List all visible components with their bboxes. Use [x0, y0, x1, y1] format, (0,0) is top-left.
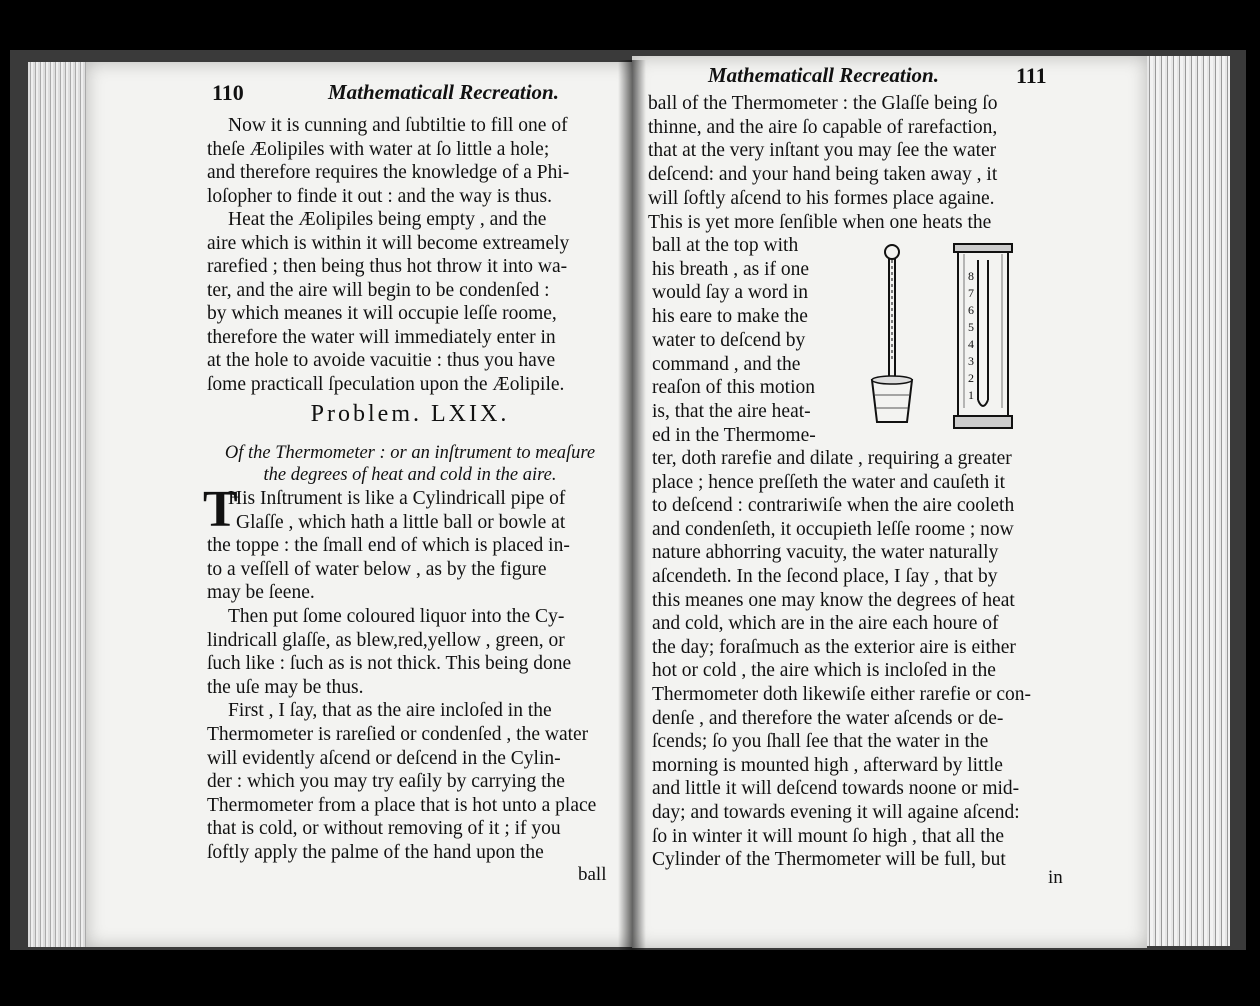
right-body-2-line: denſe , and therefore the water aſcends or de-	[652, 707, 1004, 729]
right-body-2-line: Cylinder of the Thermometer will be full, but	[652, 849, 1006, 871]
left-body-line: at the hole to avoide vacuitie : thus you have	[207, 350, 556, 371]
right-narrow-line: reaſon of this motion	[652, 377, 816, 399]
problem-title: Problem. LXIX.	[310, 401, 510, 427]
right-body-line: This is yet more ſenſible when one heats the	[648, 211, 992, 233]
left-body-2-line: ſuch like : ſuch as is not thick. This being done	[207, 653, 572, 675]
thermometer-pipe-illustration	[872, 245, 912, 422]
subtitle-line-1: Of the Thermometer : or an inſtrument to meaſure	[224, 443, 596, 463]
right-body-line: deſcend: and your hand being taken away , it	[648, 164, 998, 186]
right-body-2-line: morning is mounted high , afterward by little	[652, 754, 1003, 776]
left-body-line: ter, and the aire will begin to be condenſed :	[207, 279, 550, 301]
left-body-2-line: may be ſeene.	[207, 582, 315, 604]
left-body-2-line: Thermometer is rareſied or condenſed , the water	[207, 724, 589, 745]
left-folio: 110	[212, 80, 244, 105]
left-body-2-line: Glaſſe , which hath a little ball or bowle at	[236, 511, 566, 533]
right-narrow-line: his breath , as if one	[652, 258, 810, 280]
left-body-line: therefore the water will immediately enter in	[207, 326, 556, 348]
right-body-2-line: and little it will deſcend towards noone or mid-	[652, 778, 1020, 800]
right-body-line: thinne, and the aire ſo capable of rarefaction,	[648, 116, 998, 138]
thermometer-figure	[860, 240, 1020, 435]
left-body-2-line: will evidently aſcend or deſcend in the Cylin-	[207, 747, 561, 769]
left-body-2-line: the toppe : the ſmall end of which is placed in-	[207, 535, 570, 557]
right-body-line: ball of the Thermometer : the Glaſſe being ſo	[648, 93, 998, 114]
thermometer-case-illustration	[954, 244, 1012, 428]
right-narrow-line: water to deſcend by	[652, 329, 806, 351]
right-body-line: will ſoftly aſcend to his formes place againe.	[648, 187, 995, 209]
right-body-2-line: ſo in winter it will mount ſo high , that all the	[652, 825, 1005, 847]
right-body-2-line: this meanes one may know the degrees of heat	[652, 589, 1015, 611]
drop-cap: T	[203, 481, 238, 538]
right-narrow-line: command , and the	[652, 353, 801, 375]
subtitle-line-2: the degrees of heat and cold in the aire.	[263, 465, 557, 485]
right-body-2-line: to deſcend : contrariwiſe when the aire cooleth	[652, 495, 1015, 517]
right-body-2-line: ter, doth rarefie and dilate , requiring a greater	[652, 448, 1012, 469]
right-narrow-line: would ſay a word in	[652, 282, 808, 304]
scale-number: 1	[968, 388, 974, 402]
left-body-2-line: lindricall glaſſe, as blew,red,yellow , green, or	[207, 629, 565, 651]
right-body-2-line: and condenſeth, it occupieth leſſe roome ; now	[652, 518, 1014, 540]
right-body-line: that at the very inſtant you may ſee the water	[648, 140, 997, 162]
scale-number: 2	[968, 371, 974, 385]
right-page-edges	[1135, 56, 1230, 946]
right-body-2-line: hot or cold , the aire which is incloſed in the	[652, 660, 996, 682]
left-body-2-line: His Inſtrument is like a Cylindricall pipe of	[228, 488, 566, 509]
right-body-2-line: place ; hence preſſeth the water and cauſeth it	[652, 471, 1005, 493]
right-body-2-line: day; and towards evening it will againe aſcend:	[652, 802, 1020, 823]
right-body-2-line: the day; foraſmuch as the exterior aire is either	[652, 636, 1016, 658]
right-narrow-line: ed in the Thermome-	[652, 424, 816, 446]
left-body-2-line: First , I ſay, that as the aire incloſed in the	[228, 700, 552, 722]
left-body-line: loſopher to finde it out : and the way is thus.	[207, 185, 552, 207]
scale-number: 5	[968, 320, 974, 334]
right-body-2-line: Thermometer doth likewiſe either rarefie or con-	[652, 684, 1031, 705]
scale-number: 3	[968, 354, 974, 368]
right-body-2-line: nature abhorring vacuity, the water naturally	[652, 542, 999, 564]
right-body-2-line: ſcends; ſo you ſhall ſee that the water in the	[652, 731, 989, 753]
left-body-2-line: der : which you may try eaſily by carrying the	[207, 771, 565, 793]
left-body-2-line: the uſe may be thus.	[207, 676, 364, 698]
right-running-head: Mathematicall Recreation.	[708, 63, 939, 87]
left-catchword: ball	[578, 864, 607, 885]
left-body-2-line: Then put ſome coloured liquor into the Cy-	[228, 606, 565, 627]
scale-number: 4	[968, 337, 974, 351]
right-folio: 111	[1016, 63, 1047, 88]
left-body-line: ſome practicall ſpeculation upon the Æolipile.	[207, 373, 565, 395]
left-body-line: by which meanes it will occupie leſſe roome,	[207, 303, 557, 324]
left-body-2-line: Thermometer from a place that is hot unto a place	[207, 794, 597, 816]
left-body-line: rarefied ; then being thus hot throw it into wa-	[207, 256, 568, 277]
right-body-2-line: aſcendeth. In the ſecond place, I ſay , that by	[652, 566, 998, 587]
left-body-2-line: that is cold, or without removing of it ; if you	[207, 818, 561, 840]
left-body-line: Heat the Æolipiles being empty , and the	[228, 209, 547, 230]
right-narrow-line: his eare to make the	[652, 306, 808, 328]
right-narrow-line: is, that the aire heat-	[652, 400, 811, 422]
left-running-head: Mathematicall Recreation.	[328, 80, 559, 104]
right-body-2-line: and cold, which are in the aire each houre of	[652, 613, 999, 635]
left-body-line: aire which is within it will become extreamely	[207, 232, 570, 254]
left-body-2-line: to a veſſell of water below , as by the figure	[207, 558, 547, 580]
right-catchword: in	[1048, 867, 1063, 888]
scale-number: 6	[968, 303, 974, 317]
scale-number: 7	[968, 286, 974, 300]
right-narrow-line: ball at the top with	[652, 235, 799, 256]
left-body-line: theſe Æolipiles with water at ſo little a hole;	[207, 138, 550, 160]
scale-number: 8	[968, 269, 974, 283]
book-gutter	[618, 60, 646, 950]
left-body-line: and therefore requires the knowledge of a Phi-	[207, 162, 570, 183]
left-body-2-line: ſoftly apply the palme of the hand upon the	[207, 842, 544, 863]
left-body-line: Now it is cunning and ſubtiltie to fill one of	[228, 115, 568, 136]
